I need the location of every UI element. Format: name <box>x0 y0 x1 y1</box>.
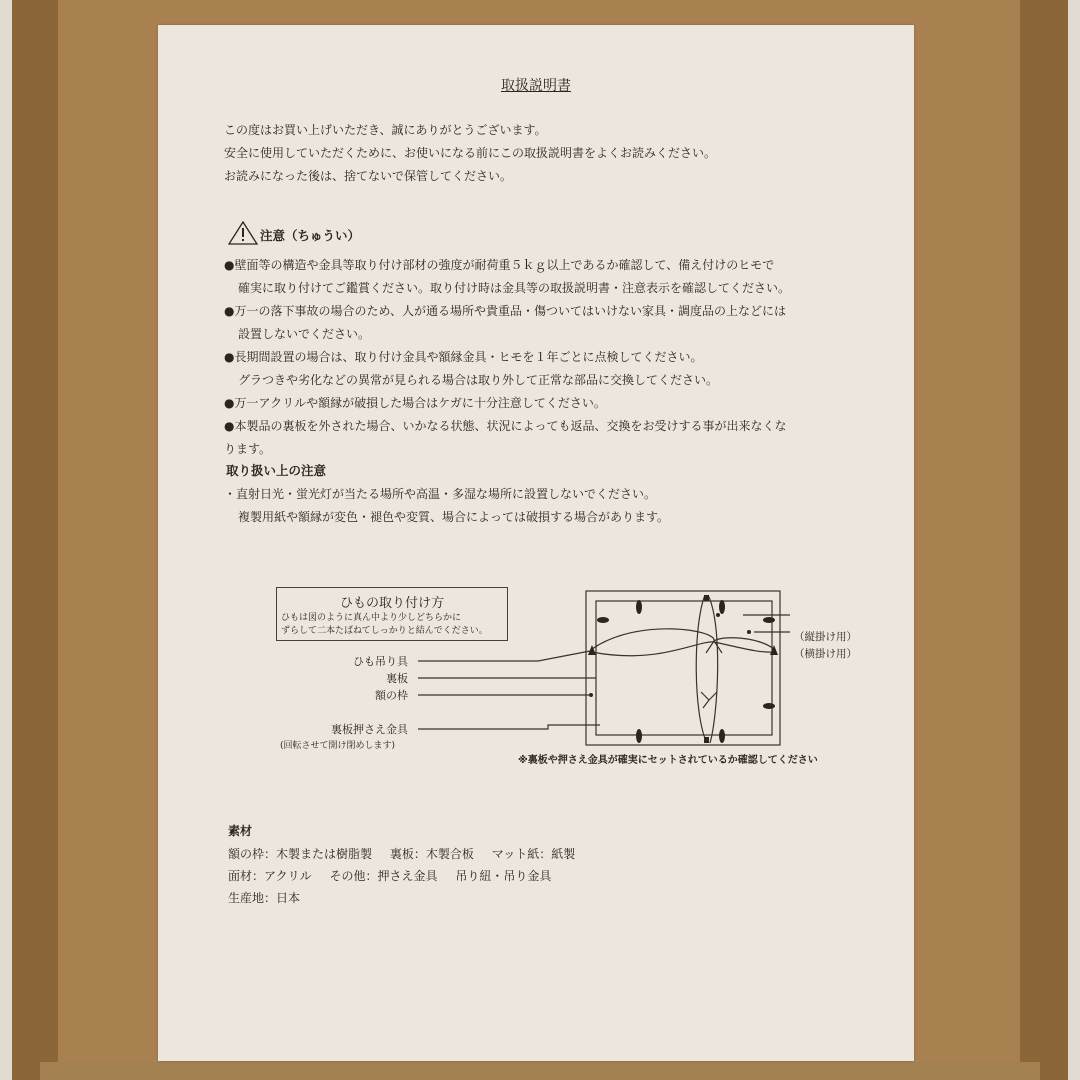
caution-item-cont: 確実に取り付けてご鑑賞ください。取り付け時は金具等の取扱説明書・注意表示を確認してください。 <box>238 281 791 295</box>
materials-heading: 素材 <box>228 824 253 838</box>
document-title: 取扱説明書 <box>501 78 571 94</box>
material-origin: 生産地：日本 <box>228 891 301 905</box>
caution-heading <box>228 221 360 248</box>
material-frame: 額の枠：木製または樹脂製 <box>228 847 373 861</box>
label-clip-note: (回転させて開け閉めします) <box>280 741 396 751</box>
caution-item-cont: グラつきや劣化などの異常が見られる場合は取り外して正常な部品に交換してください。 <box>238 373 719 387</box>
intro-line: この度はお買い上げいただき、誠にありがとうございます。 <box>224 123 547 137</box>
diagram-note: ※裏板や押さえ金具が確実にセットされているか確認してください <box>518 755 818 766</box>
handling-text <box>224 483 669 529</box>
label-string-hanger: ひも吊り具 <box>353 655 408 668</box>
box-bottom-edge <box>40 1062 1040 1080</box>
howto-line: ずらして二本たばねてしっかりと結んでください。 <box>281 626 488 636</box>
howto-line: ひもは図のように真ん中より少しどちらかに <box>281 613 462 623</box>
caution-list <box>224 254 914 461</box>
handling-line: ・直射日光・蛍光灯が当たる場所や高温・多湿な場所に設置しないでください。 <box>224 487 657 501</box>
box-side-right <box>1018 0 1068 1080</box>
label-vertical-hanging: （縦掛け用） <box>794 631 857 643</box>
warning-triangle-icon <box>228 221 258 248</box>
materials-line <box>228 843 575 865</box>
caution-item: ●万一アクリルや額縁が破損した場合はケガに十分注意してください。 <box>224 396 606 410</box>
label-frame: 額の枠 <box>375 689 408 702</box>
material-other: その他：押さえ金具 <box>329 869 438 883</box>
caution-item-cont: 設置しないでください。 <box>238 327 371 341</box>
intro-line: お読みになった後は、捨てないで保管してください。 <box>224 169 513 183</box>
intro-line: 安全に使用していただくために、お使いになる前にこの取扱説明書をよくお読みください。 <box>224 146 717 160</box>
handling-line: 複製用紙や額縁が変色・褪色や変質、場合によっては破損する場合があります。 <box>238 510 670 524</box>
intro-text <box>224 119 716 188</box>
box-side-left <box>12 0 60 1080</box>
materials-line <box>228 865 575 887</box>
caution-item: ●万一の落下事故の場合のため、人が通る場所や貴重品・傷ついてはいけない家具・調度品の上などには <box>224 304 786 318</box>
caution-item: ●本製品の裏板を外された場合、いかなる状態、状況によっても返品、交換をお受けする事が出来なくな <box>224 419 787 433</box>
label-horizontal-hanging: （横掛け用） <box>794 648 857 660</box>
material-hanging: 吊り紐・吊り金具 <box>455 869 552 883</box>
caution-heading-label: 注意（ちゅうい） <box>260 227 361 243</box>
howto-text <box>281 612 507 638</box>
label-back-board-clip: 裏板押さえ金具 <box>331 723 408 736</box>
material-back-board: 裏板：木製合板 <box>389 847 474 861</box>
caution-item-cont: ります。 <box>224 442 272 456</box>
materials-line <box>228 887 575 909</box>
materials-list <box>228 843 575 909</box>
material-mat: マット紙：紙製 <box>491 847 576 861</box>
label-back-board: 裏板 <box>386 672 408 685</box>
caution-item: ●長期間設置の場合は、取り付け金具や額縁金具・ヒモを１年ごとに点検してください。 <box>224 350 703 364</box>
handling-heading: 取り扱い上の注意 <box>226 463 327 478</box>
caution-item: ●壁面等の構造や金具等取り付け部材の強度が耐荷重５ｋｇ以上であるか確認して、備え付けのヒモで <box>224 258 775 272</box>
howto-box <box>276 587 508 641</box>
material-face: 面材：アクリル <box>228 869 312 883</box>
howto-title: ひもの取り付け方 <box>339 596 444 611</box>
instruction-sheet <box>158 25 914 1061</box>
